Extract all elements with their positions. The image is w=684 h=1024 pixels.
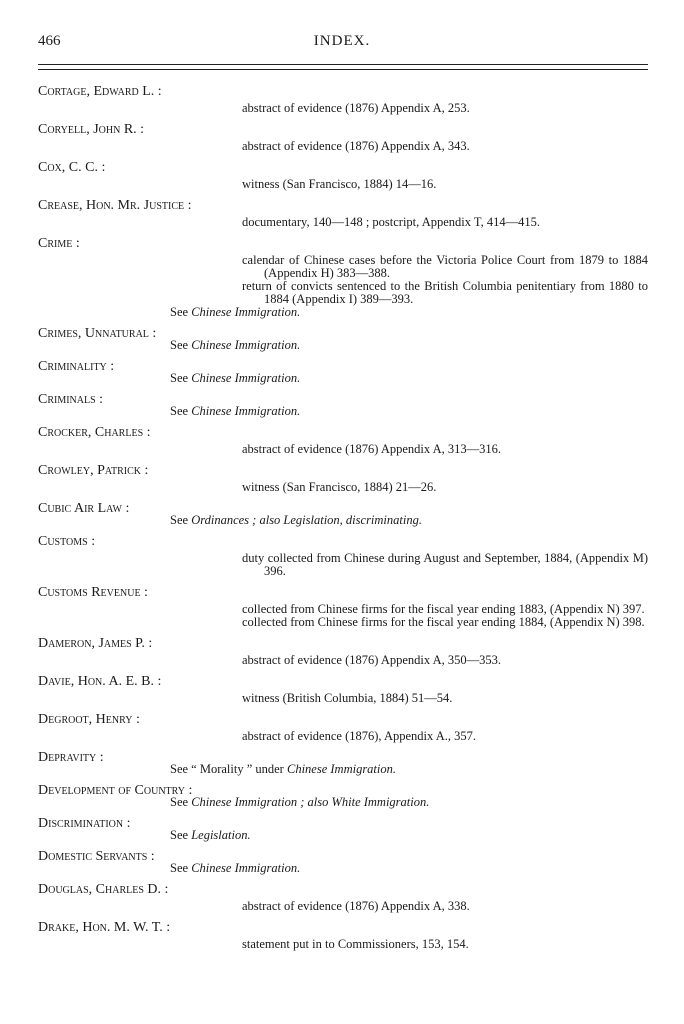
entry-heading: Davie, Hon. A. E. B. : xyxy=(38,674,162,689)
entry-heading: Discrimination : xyxy=(38,816,131,831)
entry-heading: Criminals : xyxy=(38,392,104,407)
index-entry xyxy=(38,122,648,153)
entry-subentry: return of convicts sentenced to the British Columbia penitentiary from 1880 to 1884 (Appendix I) 389—393. xyxy=(242,279,648,306)
entry-heading: Crimes, Unnatural : xyxy=(38,326,157,341)
see-prefix: See xyxy=(170,404,189,418)
entry-heading: Domestic Servants : xyxy=(38,849,155,864)
entry-heading: Cortage, Edward L. : xyxy=(38,84,162,99)
running-title: INDEX. xyxy=(313,33,371,49)
entry-heading: Depravity : xyxy=(38,750,104,765)
entry-heading: Degroot, Henry : xyxy=(38,712,140,727)
entry-heading: Cubic Air Law : xyxy=(38,501,130,516)
entry-subentry: collected from Chinese firms for the fiscal year ending 1884, (Appendix N) 398. xyxy=(242,615,645,629)
index-entry xyxy=(38,882,648,913)
header-rule-top xyxy=(38,64,648,65)
see-prefix: See xyxy=(170,371,189,385)
index-entry xyxy=(38,501,648,527)
see-target: Legislation. xyxy=(191,828,251,842)
index-entry xyxy=(38,920,648,951)
index-entry xyxy=(38,425,648,456)
page-number: 466 xyxy=(38,33,61,49)
index-entry xyxy=(38,359,648,385)
entry-cross-reference xyxy=(170,306,648,319)
see-target: Chinese Immigration. xyxy=(191,371,301,385)
index-entry xyxy=(38,463,648,494)
see-prefix: See xyxy=(170,861,189,875)
see-also-target: also White Immigration. xyxy=(307,795,430,809)
entry-heading: Crowley, Patrick : xyxy=(38,463,149,478)
entry-heading: Dameron, James P. : xyxy=(38,636,153,651)
index-entry xyxy=(38,84,648,115)
index-entry xyxy=(38,750,648,776)
entry-subentry: statement put in to Commissioners, 153, 154. xyxy=(242,937,469,951)
entry-heading: Customs : xyxy=(38,534,96,549)
entry-cross-reference xyxy=(170,829,648,842)
index-entry xyxy=(38,236,648,319)
see-target: Ordinances ; xyxy=(191,513,257,527)
index-entry xyxy=(38,849,648,875)
entry-subentry: abstract of evidence (1876) Appendix A, 338. xyxy=(242,899,470,913)
entry-subentry: witness (British Columbia, 1884) 51—54. xyxy=(242,691,453,705)
see-target: Chinese Immigration. xyxy=(191,861,301,875)
index-entry xyxy=(38,160,648,191)
entry-heading: Customs Revenue : xyxy=(38,585,148,600)
entry-cross-reference xyxy=(170,405,648,418)
entry-subentry: collected from Chinese firms for the fiscal year ending 1883, (Appendix N) 397. xyxy=(242,602,645,616)
index-entries xyxy=(38,84,648,958)
see-prefix: See xyxy=(170,305,189,319)
index-entry xyxy=(38,816,648,842)
entry-heading: Crocker, Charles : xyxy=(38,425,151,440)
index-entry xyxy=(38,198,648,229)
see-target: Chinese Immigration ; xyxy=(191,795,305,809)
entry-subentry: documentary, 140—148 ; postcript, Appendix T, 414—415. xyxy=(242,215,540,229)
entry-cross-reference xyxy=(170,763,648,776)
entry-cross-reference xyxy=(170,796,648,809)
see-target: Chinese Immigration. xyxy=(191,305,301,319)
entry-heading: Coryell, John R. : xyxy=(38,122,145,137)
see-prefix: See xyxy=(170,513,189,527)
index-entry xyxy=(38,585,648,629)
see-target: Chinese Immigration. xyxy=(191,404,301,418)
entry-subentry: abstract of evidence (1876) Appendix A, 350—353. xyxy=(242,653,501,667)
see-target: Chinese Immigration. xyxy=(191,338,301,352)
entry-subentry: abstract of evidence (1876) Appendix A, 343. xyxy=(242,139,470,153)
index-entry xyxy=(38,534,648,578)
entry-heading: Crease, Hon. Mr. Justice : xyxy=(38,198,192,213)
entry-heading: Development of Country : xyxy=(38,783,193,798)
entry-heading: Drake, Hon. M. W. T. : xyxy=(38,920,171,935)
entry-cross-reference xyxy=(170,372,648,385)
index-entry xyxy=(38,636,648,667)
see-prefix: See “ Morality ” under xyxy=(170,762,284,776)
see-target: Chinese Immigration. xyxy=(286,762,397,776)
entry-heading: Crime : xyxy=(38,236,80,251)
header-rule-bottom xyxy=(38,69,648,70)
entry-subentry: duty collected from Chinese during August and September, 1884, (Appendix M) 396. xyxy=(242,551,648,578)
index-entry xyxy=(38,674,648,705)
entry-subentry: abstract of evidence (1876) Appendix A, 253. xyxy=(242,101,470,115)
entry-subentry: abstract of evidence (1876), Appendix A., 357. xyxy=(242,729,476,743)
index-entry xyxy=(38,712,648,743)
entry-heading: Douglas, Charles D. : xyxy=(38,882,169,897)
index-entry xyxy=(38,392,648,418)
entry-heading: Cox, C. C. : xyxy=(38,160,106,175)
entry-cross-reference xyxy=(170,862,648,875)
see-prefix: See xyxy=(170,795,189,809)
entry-subentry: witness (San Francisco, 1884) 21—26. xyxy=(242,480,437,494)
entry-subentry: abstract of evidence (1876) Appendix A, 313—316. xyxy=(242,442,501,456)
entry-cross-reference xyxy=(170,339,648,352)
entry-heading: Criminality : xyxy=(38,359,115,374)
entry-subentry: calendar of Chinese cases before the Victoria Police Court from 1879 to 1884 (Appendix H) 383—388. xyxy=(242,253,648,280)
see-also-target: also Legislation, discriminating. xyxy=(259,513,422,527)
entry-subentry: witness (San Francisco, 1884) 14—16. xyxy=(242,177,437,191)
index-entry xyxy=(38,783,648,809)
entry-cross-reference xyxy=(170,514,648,527)
see-prefix: See xyxy=(170,338,189,352)
see-prefix: See xyxy=(170,828,189,842)
index-entry xyxy=(38,326,648,352)
